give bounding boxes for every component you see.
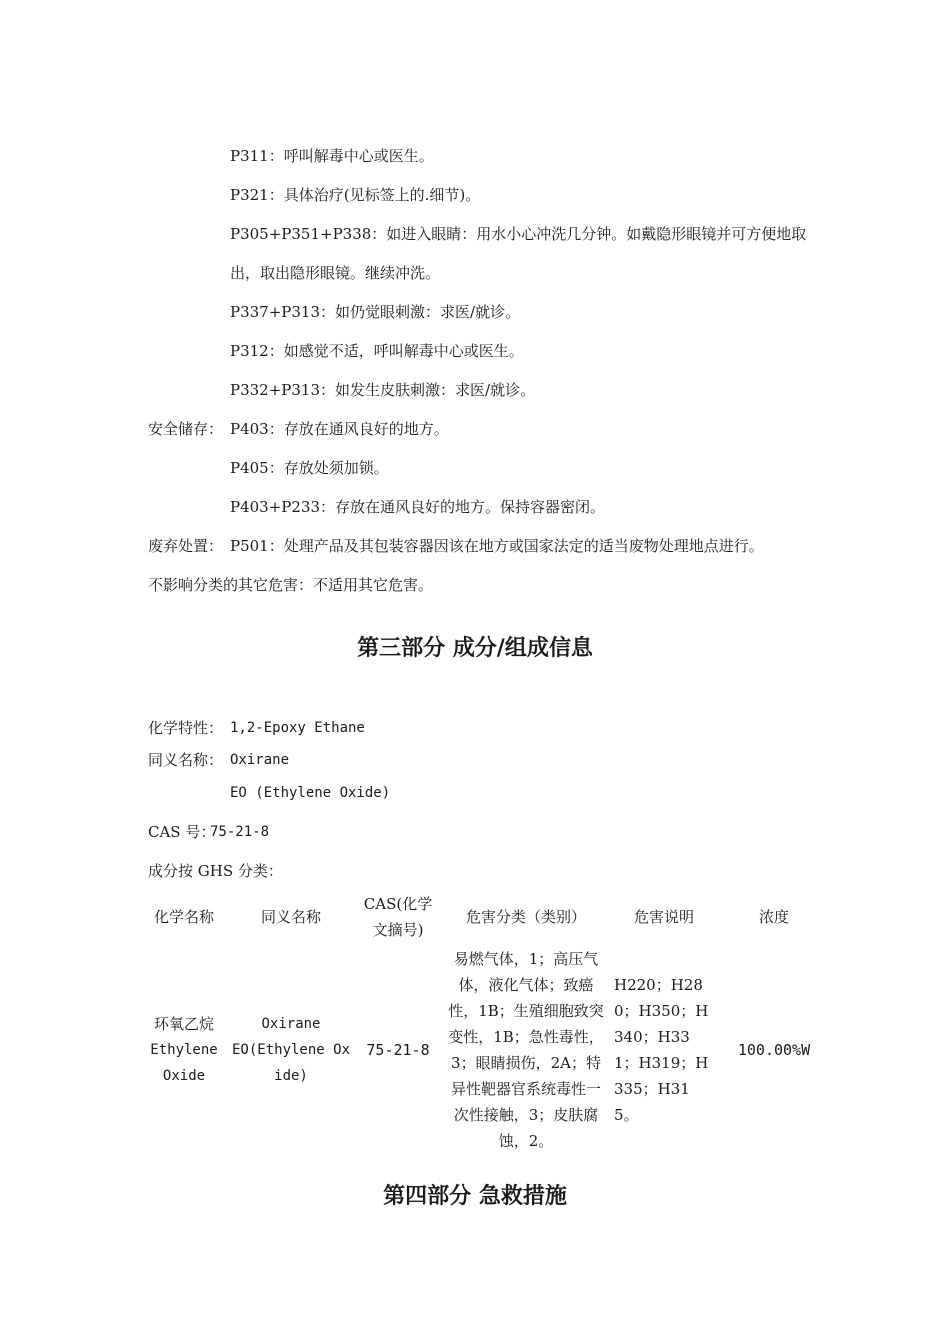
statement-p305-line2: 出，取出隐形眼镜。继续冲洗。 — [230, 264, 441, 282]
statement-p305-line1: P305+P351+P338：如进入眼睛：用水小心冲洗几分钟。如戴隐形眼镜并可方便地取 — [230, 225, 807, 243]
statement-p501: P501：处理产品及其包装容器因该在地方或国家法定的适当废物处理地点进行。 — [230, 537, 764, 555]
disposal-label: 废弃处置： — [148, 537, 224, 555]
statement-p332: P332+P313：如发生皮肤刺激：求医/就诊。 — [230, 381, 536, 399]
header-concentration: 浓度 — [758, 908, 789, 926]
header-hazard-statement: 危害说明 — [633, 908, 694, 926]
statement-p403-p233: P403+P233：存放在通风良好的地方。保持容器密闭。 — [230, 498, 606, 516]
cell-synonym — [228, 944, 354, 1156]
cell-hazard-statements: H220；H280；H350；H340；H331；H319；H335；H315。 — [614, 976, 709, 1124]
statement-p312: P312：如感觉不适，呼叫解毒中心或医生。 — [230, 342, 524, 360]
storage-label: 安全储存： — [148, 420, 224, 438]
synonym-1: Oxirane — [261, 1016, 321, 1032]
statement-p403: P403：存放在通风良好的地方。 — [230, 420, 449, 438]
chem-name-en: Ethylene Oxide — [150, 1042, 218, 1084]
cell-chem-name — [140, 944, 228, 1156]
ghs-classification-label: 成分按 GHS 分类： — [148, 862, 283, 880]
synonym-value-2: EO (Ethylene Oxide) — [230, 785, 391, 801]
chem-property-label: 化学特性： — [148, 719, 224, 737]
section4-title: 第四部分 急救措施 — [383, 1184, 567, 1209]
synonym-value-1: Oxirane — [230, 752, 290, 768]
ghs-component-table — [140, 890, 830, 1156]
header-chem-name: 化学名称 — [153, 908, 214, 926]
cell-cas: 75-21-8 — [366, 1041, 430, 1059]
other-hazards: 不影响分类的其它危害：不适用其它危害。 — [148, 576, 434, 594]
cas-label: CAS 号： — [148, 823, 216, 841]
statement-p321: P321：具体治疗(见标签上的.细节)。 — [230, 186, 481, 204]
statement-p337: P337+P313：如仍觉眼刺激：求医/就诊。 — [230, 303, 521, 321]
cas-value: 75-21-8 — [210, 824, 270, 840]
header-hazard-class: 危害分类（类别） — [465, 908, 586, 926]
statement-p405: P405：存放处须加锁。 — [230, 459, 389, 477]
table-header-row — [140, 890, 830, 944]
header-cas: CAS(化学文摘号) — [363, 895, 433, 939]
statement-p311: P311：呼叫解毒中心或医生。 — [230, 147, 434, 165]
header-synonym: 同义名称 — [260, 908, 321, 926]
cell-hazard-class: 易燃气体，1；高压气体，液化气体；致癌性，1B；生殖细胞致突变性，1B；急性毒性，3；眼睛损伤，2A；特异性靶器官系统毒性一次性接触，3；皮肤腐蚀，2。 — [448, 950, 604, 1150]
synonym-label: 同义名称： — [148, 751, 224, 769]
chem-property-value: 1,2-Epoxy Ethane — [230, 720, 365, 736]
chem-name-cn: 环氧乙烷 — [153, 1015, 214, 1033]
synonym-2: EO(Ethylene Oxide) — [232, 1042, 351, 1084]
section3-title: 第三部分 成分/组成信息 — [357, 636, 593, 661]
table-row — [140, 944, 830, 1156]
cell-concentration: 100.00%W — [737, 1041, 811, 1059]
